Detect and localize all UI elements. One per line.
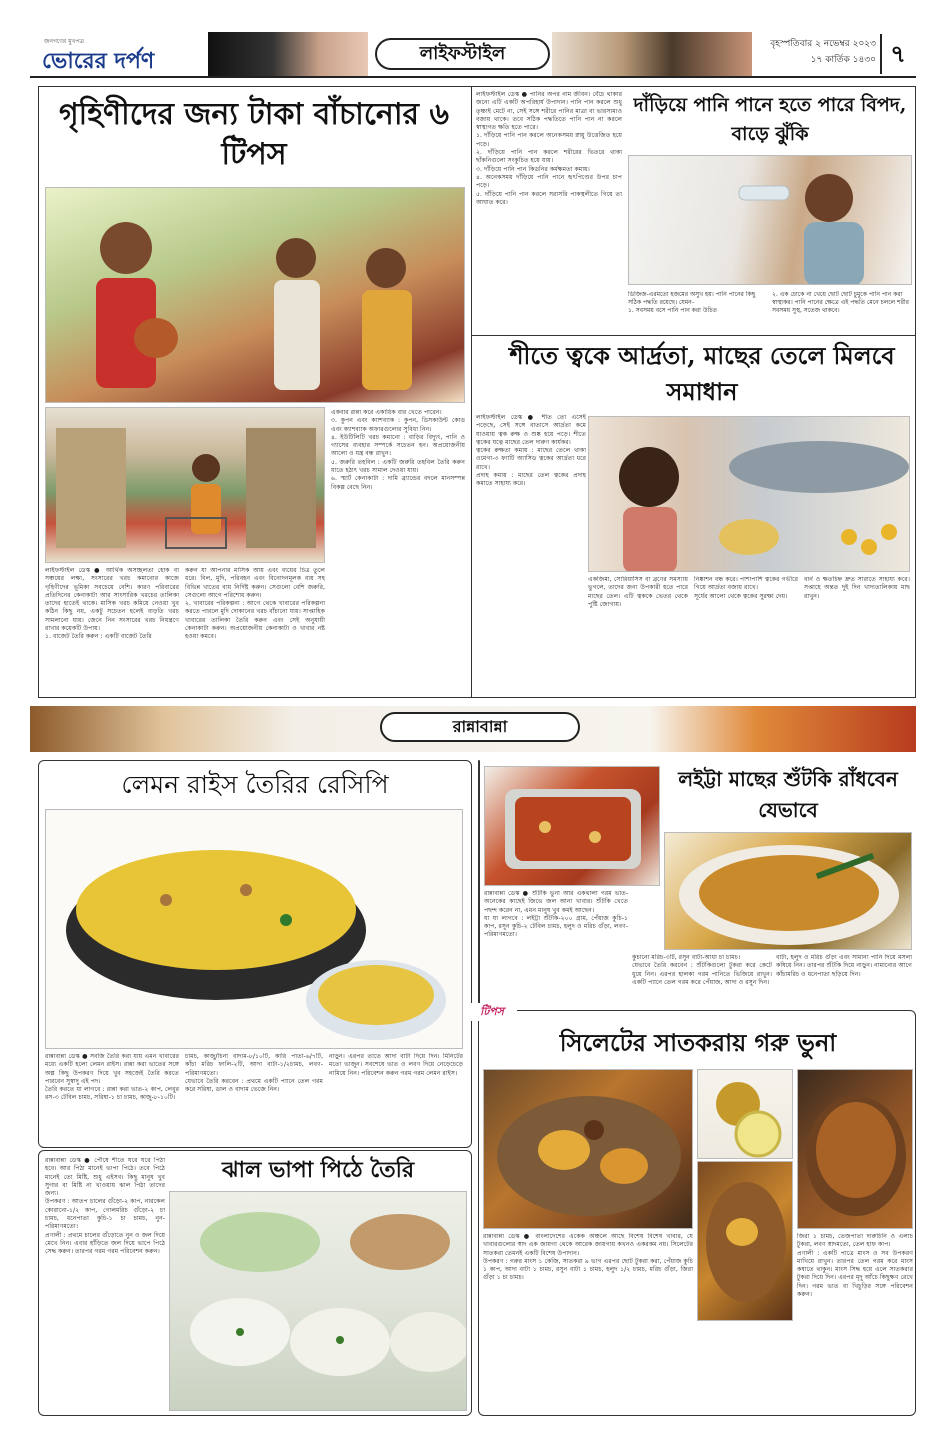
recipe-headline: লইট্টা মাছের শুঁটকি রাঁধবেন যেভাবে bbox=[678, 767, 898, 822]
shutki-photo-2 bbox=[664, 832, 912, 950]
supermarket-photo bbox=[45, 407, 325, 563]
date-block bbox=[756, 36, 876, 68]
article-column-4: বার্ন ও ক্ষতচিহ্ন দ্রুত সারাতে সাহায্য করে। সপ্তাহে অন্তত দুই দিন খাদ্যতালিকায় মাছ রাখুন। bbox=[804, 576, 910, 600]
fish-oil-illustration bbox=[589, 417, 910, 572]
logo-text: ভোরের দর্পণ bbox=[42, 48, 155, 74]
beef-photo-3 bbox=[697, 1161, 793, 1321]
pitha-photo bbox=[169, 1191, 467, 1411]
recipe-headline: সিলেটের সাতকরায় গরু ভুনা bbox=[559, 1028, 837, 1057]
recipe-column-2: চামচ, কাজু/চিনা বাদাম-৮/১০টি, কারি পাতা-৬/৭টি, কাঁচা মরিচ ফালি-২টি, আদা বাটা-১/২চামচ, লবণ-পরিমাণমতো। যেভাবে তৈরি করবেন : প্রথমে একটি প্যানে তেল গরম করে সরিষা, ডাল ও বাদাম ভেজে নিন। bbox=[185, 1053, 323, 1094]
article-fish-oil-skin bbox=[472, 336, 916, 698]
recipe-body: রান্নাবান্না ডেস্ক ● বাংলাদেশের একেক অঞ্চলে আছে বিশেষ বিশেষ খাবার, যে খাবারগুলোর স্বাদ এক জায়গা থেকে আরেক জায়গায় কখনও একরকম নয়। সিলেটের সাতকরা তেমনই একটি বিশেষ উপাদান। উপকরণ : গরুর মাংস ১ কেজি, সাতকরা ৯ ভাগ এরপর ছোট টুকরা করা, পেঁয়াজ কুচি ১ কাপ, আদা বাটা ১ চামচ, রসুন বাটা ১ চামচ, হলুদ ১/২ চামচ, মরিচ গুঁড়া, জিরা গুঁড়া ১ চা চামচ। bbox=[483, 1233, 693, 1282]
section-title: লাইফস্টাইল bbox=[375, 38, 550, 70]
recipe-jhal-pitha bbox=[38, 1150, 472, 1416]
drinking-illustration bbox=[629, 156, 912, 285]
recipe-body: রান্নাবান্না ডেস্ক ● শুঁটকি ভুনা আর একথালা গরম ভাত-অনেকের কাছেই জিভে জল আনা খাবার। শুঁটকি খেতে পছন্দ করেন না, এমন মানুষ খুব কমই আছেন। যা যা লাগবে : লইট্টা শুঁটকি-২০০ গ্রাম, পেঁয়াজ কুচি-১ কাপ, রসুন কুচি-২ টেবিল চামচ, হলুদ ও মরিচ গুঁড়া, লবণ-পরিমাণমতো। bbox=[484, 890, 628, 939]
masthead-logo bbox=[30, 34, 206, 74]
page-number: ৭ bbox=[880, 34, 914, 74]
recipe-headline: লেমন রাইস তৈরির রেসিপি bbox=[121, 770, 389, 799]
family-photo bbox=[45, 187, 465, 403]
article-budget-tips bbox=[38, 86, 472, 698]
caption-left: ডিজিজ-এরমতো হজমের অসুখ হয়। পানি পানের কিছু সঠিক পদ্ধতি রয়েছে। যেমন- ১. সবসময় বসে পানি পান করা উচিত bbox=[628, 291, 756, 314]
satkora-photo bbox=[697, 1069, 793, 1159]
date-gregorian: বৃহস্পতিবার ২ নভেম্বর ২০২৩ bbox=[770, 39, 876, 49]
shutki-photo-1 bbox=[484, 766, 660, 886]
article-headline: গৃহিণীদের জন্য টাকা বাঁচানোর ৬ টিপস bbox=[59, 97, 449, 172]
recipe-column-1: রান্নাবান্না ডেস্ক ● সবজি তৈরি করা যায় এমন খাবারের মধ্যে একটি হলো লেমন রাইস। রান্না করা ভাতের সঙ্গে অল্প কিছু উপকরণ দিয়ে খুব সহজেই তৈরি করতে পারবেন সুস্বাদু এই পদ। তৈরি করতে যা লাগবে : রান্না করা ভাত-২ কাপ, লেবুর রস-৩ টেবিল চামচ, সরিষা-১ চা চামচ, কাজু-৮-১০টি। bbox=[45, 1053, 179, 1102]
caption-right: ২. এক চোকে না খেয়ে ছোট ছোট চুমুকে পানি পান করা স্বাস্থ্যকর। পানি পানের ক্ষেত্রে এই পদ্ধতি মেনে চললে শরীর সবসময় সুস্থ, সতেজ থাকবে। bbox=[772, 291, 909, 314]
shutki-plate-illustration bbox=[665, 833, 912, 950]
citrus-illustration bbox=[698, 1070, 793, 1159]
recipe-body-2: জিরা ১ চামচ, তেজপাতা দারুচিনি ও এলাচ টুকরা, লবণ স্বাদমতো, তেল হাফ কাপ। প্রণালী : একটি পাত্রে মাংস ও সব উপকরণ মাখিয়ে রাখুন। তারপর তেল গরম করে মাংস কষাতে থাকুন। মাংস সিদ্ধ হয়ে এলে সাতকরার টুকরা দিয়ে দিন। এরপর মৃদু আঁচে কিছুক্ষণ রেখে দিন। গরম ভাত বা খিচুড়ির সঙ্গে পরিবেশন করুন। bbox=[797, 1233, 913, 1299]
recipe-body: রান্নাবান্না ডেস্ক ● পৌষে শীতে ঘরে ঘরে পিঠা হবে। আর পিঠা মানেই ভাপা পিঠে। তবে পিঠে মানেই তো মিষ্টি, শুধু এইসব। কিছু মানুষ খুব সুগার বা মিষ্টি না খাওয়ায় ঝাল পিঠা তাদের জন্য। উপকরণ : আতপ চালের গুঁড়ো-২ কাপ, নারকেল কোরানো-১/২ কাপ, গোলমরিচ গুঁড়ো-২ চা চামচ, ধনেপাতা কুচি-১ চা চামচ, নুন-পরিমাণমতো। প্রণালী : প্রথমে চালের গুঁড়োতে নুন ও জল দিয়ে মেখে নিন। এবার হাঁড়িতে জল দিয়ে ভাপে পিঠে সেদ্ধ করুন। তারপর গরম গরম পরিবেশন করুন। bbox=[45, 1157, 165, 1256]
article-column-2: একজিমা, সোরিয়াসিস বা ব্রণের সমস্যায় ভুগলে, তাদের জন্য উপকারী হতে পারে মাছের তেল। এটি ত্বককে ভেতর থেকে পুষ্টি জোগায়। bbox=[588, 576, 688, 608]
article-column-1: লাইফস্টাইল ডেস্ক ● আর্থিক অসচ্ছলতা হোক বা সঞ্চয়ের লক্ষ্য, সংসারের খরচ কমানোর কাজে গৃহিণীদের ভূমিকা সবচেয়ে বেশি। কারণ পরিবারের প্রতিদিনের কেনাকাটা আর সাংসারিক খরচের তালিকা তাদের হাতেই থাকে। মাসিক খরচ কমিয়ে নেওয়া খুব কঠিন কিছু নয়, একটু সচেতন হলেই বাড়তি খরচ সামলানো যায়। জেনে নিন সংসারের খরচ নিয়ন্ত্রণে রাখার কয়েকটি উপায়। ১. বাজেট তৈরি করুন : একটি বাজেট তৈরি bbox=[45, 567, 179, 641]
tips-tag: টিপস bbox=[467, 1003, 517, 1021]
family-illustration bbox=[46, 188, 465, 403]
header-banner-image-right bbox=[552, 32, 752, 76]
shopping-illustration bbox=[46, 408, 325, 563]
recipe-column-3: নাড়ুন। এরপর তাতে আদা বাটা দিয়ে দিন। মিনিটের মতো ভাজুন। সবশেষে ভাত ও লবণ দিয়ে নেড়েচেড়ে নামিয়ে নিন। পরিবেশন করুন গরম গরম লেমন রাইস। bbox=[329, 1053, 463, 1077]
article-column-1: লাইফস্টাইল ডেস্ক ● শীত তো এসেই পড়েছে, সেই সঙ্গে বাতাসে আর্দ্রতা কমে যাওয়ায় ত্বক রুক্ষ ও শুষ্ক হয়ে পড়ে। শীতে ত্বকের যত্নে মাছের তেল দারুণ কার্যকর। ত্বকের রুক্ষতা কমায় : মাছের তেলে থাকা ওমেগা-৩ ফ্যাটি অ্যাসিড ত্বকের আর্দ্রতা ধরে রাখে। প্রদাহ কমায় : মাছের তেল ত্বকের প্রদাহ কমাতে সাহায্য করে। bbox=[476, 414, 586, 488]
fish-oil-photo bbox=[588, 416, 910, 572]
article-column-3: নিষ্কাশন বন্ধ করে। পাশাপাশি ত্বকের গভীরে গিয়ে আর্দ্রতা বজায় রাখে। সূর্যের আলো থেকে ত্বকের সুরক্ষা দেয়। bbox=[694, 576, 798, 600]
beef-photo-2 bbox=[797, 1069, 913, 1229]
logo-tagline: জনগণের মুখপত্র bbox=[44, 38, 84, 45]
article-standing-water bbox=[472, 86, 916, 336]
rice-bowl-illustration bbox=[46, 810, 463, 1049]
beef-satkora-illustration bbox=[698, 1162, 793, 1321]
beef-curry-illustration bbox=[484, 1070, 693, 1229]
article-body: লাইফস্টাইল ডেস্ক ● পানির অপর নাম জীবন। বেঁচে থাকার জন্যে এটি একটি অপরিহার্য উপাদান। পানি পান করলে শুধু তৃষ্ণাই মেটে না, সেই সঙ্গে শরীরে পানির মাত্রা বা ভারসাম্যও বজায় থাকে। তবে সঠিক পদ্ধতিতে পানি পান না করলে স্বাস্থ্যগত ক্ষতি হতে পারে। ১. দাঁড়িয়ে পানি পান করলে অনেকসময় স্নায়ু উত্তেজিত হয়ে পড়ে। ২. দাঁড়িয়ে পানি পান করলে শরীরের ভিতরে থাকা ছাঁকনিগুলো সংকুচিত হয়ে যায়। ৩. দাঁড়িয়ে পানি পান কিডনির কর্মক্ষমতা কমায়। ৪. অনেকসময় দাঁড়িয়ে পানি পানে হৃৎপিণ্ডের উপর চাপ পড়ে। ৫. দাঁড়িয়ে পানি পান করলে সরাসরি পাকস্থলীতে গিয়ে তা আঘাত করে। bbox=[476, 91, 622, 206]
recipe-headline: ঝাল ভাপা পিঠে তৈরি bbox=[221, 1157, 415, 1183]
header-banner-image bbox=[208, 32, 368, 76]
pitha-illustration bbox=[170, 1192, 467, 1411]
date-bangla: ১৭ কার্তিক ১৪৩০ bbox=[810, 55, 876, 65]
recipe-loitta-shutki-content bbox=[478, 760, 916, 1006]
woman-drinking-photo bbox=[628, 155, 912, 285]
article-column-2: করুন যা আপনার মাসিক আয় এবং ব্যয়ের চিত্র তুলে ধরে। বিল, মুদি, পরিবহন এবং বিনোদনমূলক ব্যয় সহ বিভিন্ন খাতের ব্যয় নির্দিষ্ট করুন। সেগুলো বেশি জরুরি, সেগুলো আগে পরিশোধ করুন। ২. খাবারের পরিকল্পনা : আগে থেকে খাবারের পরিকল্পনা করতে পারলে মুদি দোকানের খরচ বাঁচানো যায়। সাপ্তাহিক খাবারের তালিকা তৈরি করুন এবং সেই অনুযায়ী কেনাকাটা করুন। অপ্রয়োজনীয় কেনাকাটা ও খাবার নষ্ট হওয়া কমবে। bbox=[185, 567, 325, 641]
recipe-body-2: কুচানো মরিচ-৩টি, রসুন বাটা-আধা চা চামচ। যেভাবে তৈরি করবেন : শুঁটকিগুলো টুকরা করে কেটে ধুয়ে নিন। এরপর হালকা গরম পানিতে ভিজিয়ে রাখুন। একটি প্যানে তেল গরম করে পেঁয়াজ, আদা ও রসুন দিন। bbox=[632, 954, 772, 986]
lemon-rice-photo bbox=[45, 809, 463, 1049]
food-section-title: রান্নাবান্না bbox=[380, 712, 580, 742]
article-column-3: একবার রান্না করে একাধিক বার খেতে পারেন। ৩. কুপন এবং ক্যাশব্যাক : কুপন, ডিসকাউন্ট কোড এবং ক্যাশব্যাক অফারগুলোর সুবিধা নিন। ৪. ইউটিলিটি খরচ কমানো : বাড়ির বিদ্যুৎ, পানি ও গ্যাসের ব্যবহার সম্পর্কে সচেতন হন। অপ্রয়োজনীয় আলো ও যন্ত্র বন্ধ রাখুন। ৫. জরুরি তহবিল : একটি জরুরি তহবিল তৈরি করুন যাতে হঠাৎ খরচ সামাল দেওয়া যায়। ৬. স্মার্ট কেনাকাটা : দামি ব্র্যান্ডের বদলে মানসম্পন্ন বিকল্প বেছে নিন। bbox=[331, 409, 465, 491]
recipe-lemon-rice bbox=[38, 760, 472, 1148]
beef-bowl-illustration bbox=[798, 1070, 913, 1229]
recipe-body-3: বাটা, হলুদ ও মরিচ গুঁড়া এবং সামান্য পানি দিয়ে মসলা কষিয়ে নিন। তারপর শুঁটকি দিয়ে নাড়ুন। নামানোর আগে কাঁচামরিচ ও ধনেপাতা ছড়িয়ে দিন। bbox=[776, 954, 912, 978]
shutki-dish-illustration bbox=[485, 767, 660, 886]
article-headline: শীতে ত্বকে আর্দ্রতা, মাছের তেলে মিলবে সমাধান bbox=[509, 341, 895, 406]
recipe-satkora-beef bbox=[478, 1005, 916, 1416]
beef-photo-1 bbox=[483, 1069, 693, 1229]
page-header bbox=[30, 32, 916, 78]
article-headline: দাঁড়িয়ে পানি পানে হতে পারে বিপদ, বাড়ে ঝুঁকি bbox=[633, 94, 907, 145]
